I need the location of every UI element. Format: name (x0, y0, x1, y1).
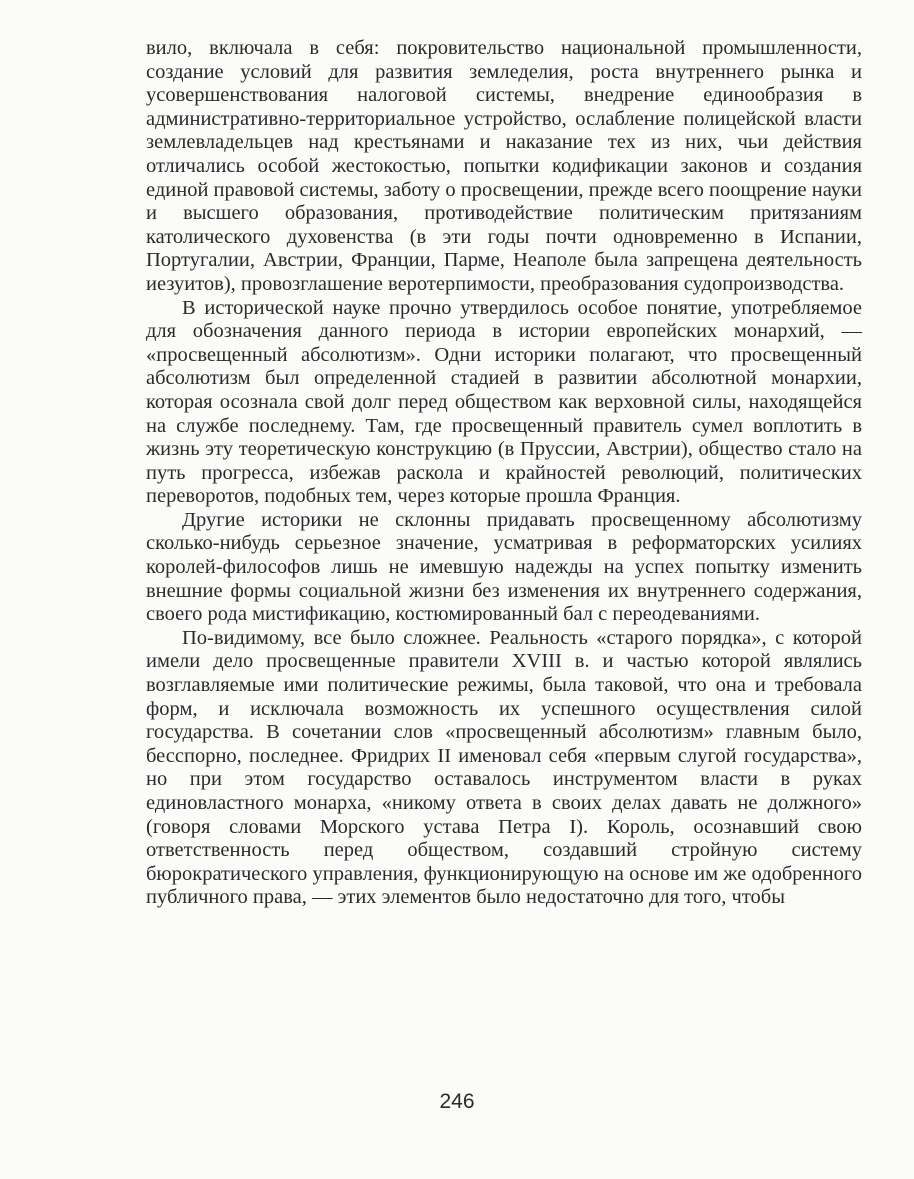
body-text (146, 37, 862, 910)
paragraph-enlightened-absolutism-concept: В исторической науке прочно утвердилось особое понятие, употребляемое для обозначения данного периода в истории европейских монархий, — «просвещенный абсолютизм». Одни историки полагают, что просвещенный абсолютизм был определенной стадией в развитии абсолютной монархии, которая осознала свой долг перед обществом как верховной силы, находящейся на службе последнему. Там, где просвещенный правитель сумел воплотить в жизнь эту теоретическую конструкцию (в Пруссии, Австрии), общество стало на путь прогресса, избежав раскола и крайностей революций, политических переворотов, подобных тем, через которые прошла Франция. (146, 296, 862, 508)
paragraph-continued: вило, включала в себя: покровительство национальной промышленности, создание условий для развития земледелия, роста внутреннего рынка и усовершенствования налоговой системы, внедрение единообразия в административно-территориальное устройство, ослабление полицейской власти землевладельцев над крестьянами и наказание тех из них, чьи действия отличались особой жестокостью, попытки кодификации законов и создания единой правовой системы, заботу о просвещении, прежде всего поощрение науки и высшего образования, противодействие политическим притязаниям католического духовенства (в эти годы почти одновременно в Испании, Португалии, Австрии, Франции, Парме, Неаполе была запрещена деятельность иезуитов), провозглашение веротерпимости, преобразования судопроизводства. (146, 37, 862, 295)
page-number: 246 (439, 1090, 475, 1113)
paragraph-more-complex: По-видимому, все было сложнее. Реальность «старого порядка», с которой имели дело просвещенные правители XVIII в. и частью которой являлись возглавляемые ими политические режимы, была таковой, что она и требовала форм, и исключала возможность их успешного осуществления силой государства. В сочетании слов «просвещенный абсолютизм» главным было, бесспорно, последнее. Фридрих II именовал себя «первым слугой государства», но при этом государство оставалось инструментом власти в руках единовластного монарха, «никому ответа в своих делах давать не должного» (говоря словами Морского устава Петра I). Король, осознавший свою ответственность перед обществом, создавший стройную систему бюрократического управления, функционирующую на основе им же одобренного публичного права, — этих элементов было недостаточно для того, чтобы (146, 626, 862, 909)
paragraph-other-historians: Другие историки не склонны придавать просвещенному абсолютизму сколько-нибудь серьезное значение, усматривая в реформаторских усилиях королей-философов лишь не имевшую надежды на успех попытку изменить внешние формы социальной жизни без изменения их внутреннего содержания, своего рода мистификацию, костюмированный бал с переодеваниями. (146, 508, 862, 626)
